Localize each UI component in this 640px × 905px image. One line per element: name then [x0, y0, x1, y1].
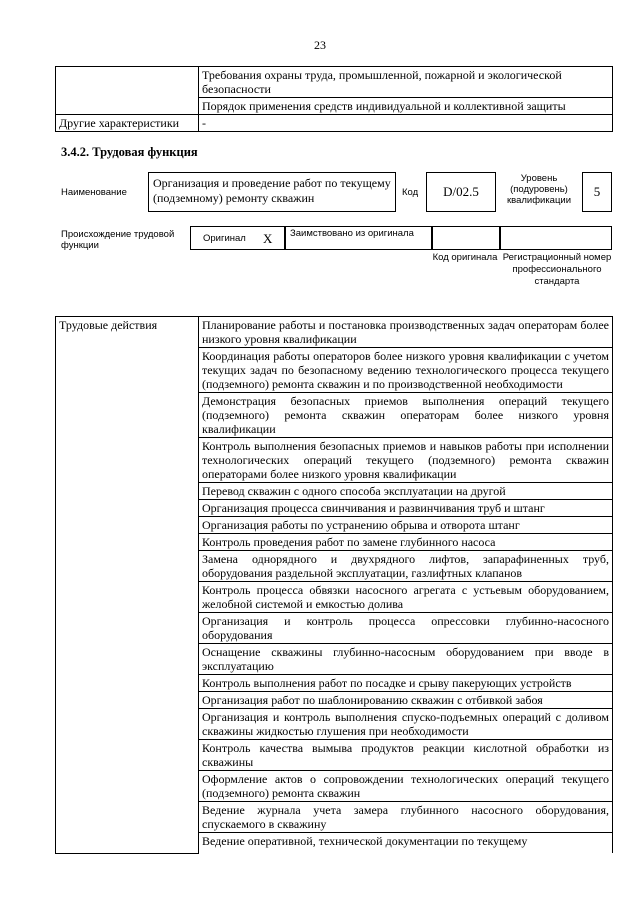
- labor-action: Организация и контроль процесса опрессовки глубинно-насосного оборудования: [199, 613, 613, 644]
- original-cell: [190, 226, 285, 250]
- table-row: [56, 115, 613, 132]
- labor-action: Ведение оперативной, технической документации по текущему: [199, 833, 613, 854]
- code-label: Код: [402, 187, 419, 198]
- labor-action: Организация работ по шаблонированию скважин с отбивкой забоя: [199, 692, 613, 709]
- section-heading: 3.4.2. Трудовая функция: [61, 145, 198, 159]
- labor-action: Оснащение скважины глубинно-насосным оборудованием при вводе в эксплуатацию: [199, 644, 613, 675]
- reg-number-label: Регистрационный номер профессионального стандарта: [502, 252, 612, 287]
- labor-action: Организация процесса свинчивания и развинчивания труб и штанг: [199, 500, 613, 517]
- level-value-box: 5: [582, 172, 612, 212]
- original-label: Оригинал: [203, 233, 246, 244]
- labor-action: Перевод скважин с одного способа эксплуатации на другой: [199, 483, 613, 500]
- labor-actions-table: [55, 316, 613, 854]
- name-label: Наименование: [61, 187, 127, 198]
- requirements-table: [55, 66, 613, 132]
- labor-action: Контроль выполнения работ по посадке и срыву пакерующих устройств: [199, 675, 613, 692]
- code-origin-label: Код оригинала: [432, 252, 498, 263]
- labor-action: Замена однорядного и двухрядного лифтов, запарафиненных труб, оборудования раздельной эксплуатации, газлифтных клапанов: [199, 551, 613, 582]
- origin-label: Происхождение трудовой функции: [61, 229, 175, 251]
- labor-action: Ведение журнала учета замера глубинного насосного оборудования, спускаемого в скважину: [199, 802, 613, 833]
- borrowed-cell: [285, 226, 432, 250]
- table-row: [56, 67, 613, 98]
- labor-action: Контроль качества вымыва продуктов реакции кислотной обработки из скважины: [199, 740, 613, 771]
- empty-label-cell: [56, 67, 199, 115]
- table-row: [56, 317, 613, 348]
- labor-action: Координация работы операторов более низкого уровня квалификации с учетом текущих задач по безопасному ведению технологического процесса текущего (подземного) ремонта скважин и по производственной необходимости: [199, 348, 613, 393]
- level-label: Уровень (подуровень) квалификации: [506, 173, 572, 206]
- labor-action: Контроль проведения работ по замене глубинного насоса: [199, 534, 613, 551]
- page-number: 23: [314, 38, 326, 52]
- borrowed-label: Заимствовано из оригинала: [290, 228, 414, 239]
- labor-action: Планирование работы и постановка производственных задач операторам более низкого уровня квалификации: [199, 317, 613, 348]
- origin-row: [190, 226, 612, 250]
- reg-number-cell: [500, 226, 612, 250]
- labor-actions-label: Трудовые действия: [56, 317, 199, 854]
- labor-action: Организация и контроль выполнения спуско-подъемных операций с доливом скважины жидкостью глушения при необходимости: [199, 709, 613, 740]
- labor-action: Оформление актов о сопровождении технологических операций текущего (подземного) ремонта скважин: [199, 771, 613, 802]
- labor-action: Контроль выполнения безопасных приемов и навыков работы при исполнении технологических операций текущего (подземного) ремонта скважин операторами более низкого уровня квалификации: [199, 438, 613, 483]
- function-code-box: D/02.5: [426, 172, 496, 212]
- original-mark: X: [263, 231, 273, 246]
- table-cell: Порядок применения средств индивидуальной и коллективной защиты: [199, 98, 613, 115]
- row-label: Другие характеристики: [56, 115, 199, 132]
- table-cell: -: [199, 115, 613, 132]
- labor-action: Организация работы по устранению обрыва и отворота штанг: [199, 517, 613, 534]
- function-name-box: Организация и проведение работ по текущему (подземному) ремонту скважин: [148, 172, 396, 212]
- code-origin-cell: [432, 226, 500, 250]
- table-cell: Требования охраны труда, промышленной, пожарной и экологической безопасности: [199, 67, 613, 98]
- labor-action: Демонстрация безопасных приемов выполнения операций текущего (подземного) ремонта скважин операторам более низкого уровня квалификации: [199, 393, 613, 438]
- labor-action: Контроль процесса обвязки насосного агрегата с устьевым оборудованием, желобной системой и емкостью долива: [199, 582, 613, 613]
